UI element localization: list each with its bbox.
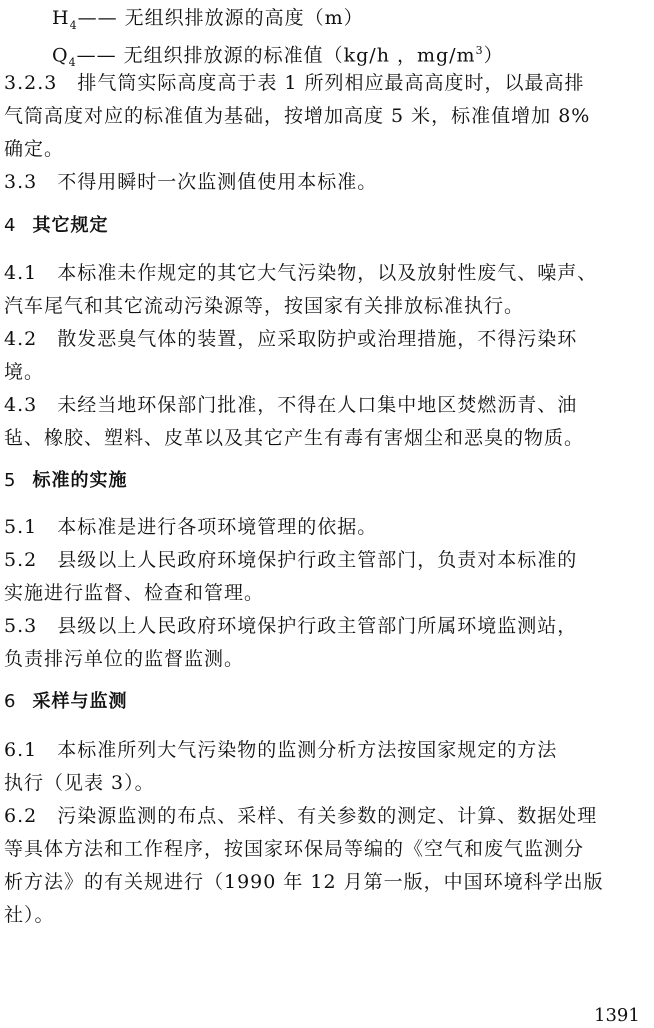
text-line: 毡、橡胶、塑料、皮革以及其它产生有毒有害烟尘和恶臭的物质。 xyxy=(4,427,585,449)
text-line: 等具体方法和工作程序，按国家环保局等编的《空气和废气监测分 xyxy=(4,838,585,860)
symbol-q: Q xyxy=(52,44,69,67)
definition-q4 xyxy=(52,39,504,75)
definition-q4-text-b: ） xyxy=(483,44,504,67)
text-line: 3.2.3 排气筒实际高度高于表 1 所列相应最高高度时，以最高排 xyxy=(4,72,585,94)
section-title: 采样与监测 xyxy=(32,691,128,712)
subscript-4: 4 xyxy=(69,18,78,32)
section-title: 其它规定 xyxy=(32,215,109,236)
section-heading-6 xyxy=(4,690,127,714)
text-line: 6.1 本标准所列大气污染物的监测分析方法按国家规定的方法 xyxy=(4,739,558,761)
text-line: 确定。 xyxy=(4,138,65,160)
definition-h4 xyxy=(52,6,364,38)
text-line: 5.1 本标准是进行各项环境管理的依据。 xyxy=(4,516,378,538)
section-number: 5 xyxy=(4,470,17,491)
subscript-4: 4 xyxy=(68,56,77,70)
text-line: 境。 xyxy=(4,361,45,383)
text-line: 4.1 本标准未作规定的其它大气污染物，以及放射性废气、噪声、 xyxy=(4,262,598,284)
symbol-h: H xyxy=(52,7,70,29)
section-number: 6 xyxy=(4,691,17,712)
text-line: 实施进行监督、检查和管理。 xyxy=(4,582,265,604)
definition-q4-text-a: —— 无组织排放源的标准值（kg/h ，mg/m xyxy=(76,44,476,67)
text-line: 析方法》的有关规进行（1990 年 12 月第一版，中国环境科学出版 xyxy=(4,871,604,893)
page-number: 1391 xyxy=(594,1005,640,1026)
definition-h4-text: —— 无组织排放源的高度（m） xyxy=(77,7,364,29)
text-line: 5.2 县级以上人民政府环境保护行政主管部门，负责对本标准的 xyxy=(4,549,578,571)
text-line: 4.2 散发恶臭气体的装置，应采取防护或治理措施，不得污染环 xyxy=(4,328,578,350)
text-line: 气筒高度对应的标准值为基础，按增加高度 5 米，标准值增加 8% xyxy=(4,105,591,127)
text-line: 4.3 未经当地环保部门批准，不得在人口集中地区焚燃沥青、油 xyxy=(4,394,578,416)
section-heading-5 xyxy=(4,469,127,493)
text-line: 社）。 xyxy=(4,904,55,926)
section-title: 标准的实施 xyxy=(32,470,128,491)
text-line: 执行（见表 3）。 xyxy=(4,772,155,794)
text-line: 汽车尾气和其它流动污染源等，按国家有关排放标准执行。 xyxy=(4,295,525,317)
text-line: 5.3 县级以上人民政府环境保护行政主管部门所属环境监测站， xyxy=(4,615,578,637)
text-line: 负责排污单位的监督监测。 xyxy=(4,648,245,670)
text-line: 3.3 不得用瞬时一次监测值使用本标准。 xyxy=(4,171,378,193)
superscript-3: 3 xyxy=(475,44,484,57)
text-line: 6.2 污染源监测的布点、采样、有关参数的测定、计算、数据处理 xyxy=(4,805,598,827)
section-heading-4 xyxy=(4,214,108,238)
section-number: 4 xyxy=(4,215,17,236)
